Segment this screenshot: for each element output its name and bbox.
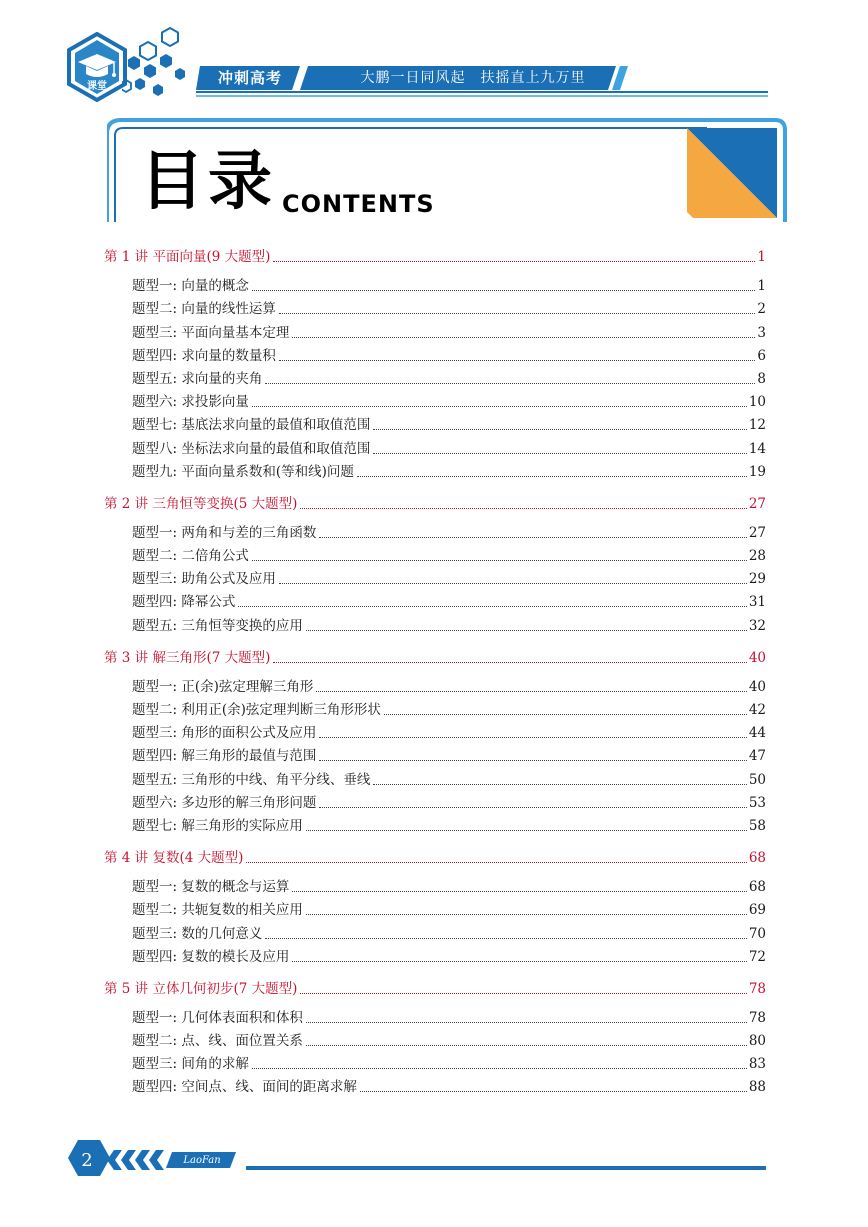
toc-leader-dots [279,583,747,584]
toc-section-title: 题型二: 点、线、面位置关系 [132,1033,303,1050]
toc-section-page: 42 [748,702,766,718]
toc-section-page: 69 [748,902,766,919]
toc-chapter-page: 1 [757,249,766,265]
toc-chapter-page: 40 [748,649,766,666]
toc-section-title: 题型五: 求向量的夹角 [132,370,263,387]
toc-section[interactable] [104,342,766,365]
toc-leader-dots [384,714,747,715]
toc-section[interactable] [104,295,766,318]
toc-section-page: 47 [748,748,766,765]
toc-section-page: 44 [748,725,766,742]
toc-section[interactable] [104,719,766,742]
toc-leader-dots [316,691,746,692]
toc-chapter[interactable] [104,240,766,266]
toc-section[interactable] [104,565,766,588]
toc-chapter-title: 第 2 讲 三角恒等变换(5 大题型) [104,495,298,512]
toc-section-title: 题型四: 降幂公式 [132,594,236,611]
toc-leader-dots [360,1091,747,1092]
toc-section-page: 19 [748,463,766,480]
toc-section-title: 题型三: 角形的面积公式及应用 [132,725,317,742]
toc-section-title: 题型一: 两角和与差的三角函数 [132,524,317,541]
toc-leader-dots [273,662,746,663]
toc-section[interactable] [104,365,766,388]
toc-chapter-page: 27 [748,495,766,512]
toc-section-page: 50 [748,771,766,788]
toc-section-title: 题型二: 利用正(余)弦定理判断三角形形状 [132,702,381,718]
toc-section[interactable] [104,673,766,696]
toc-section[interactable] [104,434,766,457]
toc-section-page: 14 [748,440,766,457]
toc-chapter[interactable] [104,972,766,998]
toc-section-title: 题型二: 向量的线性运算 [132,301,276,318]
page-number: 2 [81,1150,93,1171]
toc-leader-dots [373,784,746,785]
toc-section[interactable] [104,458,766,481]
toc-section-title: 题型一: 正(余)弦定理解三角形 [132,678,314,695]
toc-chapter[interactable] [104,841,766,867]
toc-chapter-page: 78 [748,980,766,997]
toc-leader-dots [306,830,747,831]
toc-chapter[interactable] [104,641,766,667]
toc-section-title: 题型二: 二倍角公式 [132,548,249,565]
toc-leader-dots [279,313,756,314]
toc-section-page: 29 [748,571,766,588]
toc-chapter-page: 68 [748,849,766,866]
toc-section[interactable] [104,588,766,611]
toc-leader-dots [373,429,746,430]
toc-leader-dots [252,290,756,291]
toc-section-title: 题型五: 三角形的中线、角平分线、垂线 [132,771,371,788]
toc-leader-dots [292,961,746,962]
toc-section-page: 1 [757,278,766,295]
toc-section-title: 题型四: 复数的模长及应用 [132,948,290,965]
toc-section-page: 2 [757,301,766,318]
toc-leader-dots [273,261,755,262]
toc-leader-dots [306,1022,747,1023]
toc-leader-dots [238,606,746,607]
toc-section-title: 题型一: 向量的概念 [132,278,249,295]
toc-section-page: 88 [748,1079,766,1096]
toc-section-title: 题型二: 共轭复数的相关应用 [132,902,303,919]
toc-leader-dots [265,938,746,939]
footer-brand: LaoFan [183,1155,221,1166]
toc-section[interactable] [104,1004,766,1027]
toc-section-page: 78 [748,1009,766,1026]
toc-section-page: 40 [748,678,766,695]
toc-leader-dots [300,508,746,509]
toc-leader-dots [246,862,746,863]
toc-leader-dots [319,537,746,538]
toc-leader-dots [373,453,746,454]
toc-section-title: 题型三: 间角的求解 [132,1056,249,1073]
toc-leader-dots [265,383,755,384]
toc-leader-dots [300,993,746,994]
toc-section-page: 27 [748,524,766,541]
toc-section[interactable] [104,1073,766,1096]
toc-section-page: 80 [748,1033,766,1050]
toc-section-title: 题型三: 数的几何意义 [132,925,263,942]
toc-section-page: 10 [748,394,766,411]
toc-leader-dots [319,737,746,738]
toc-section[interactable] [104,1027,766,1050]
toc-section-page: 6 [757,347,766,364]
toc-section[interactable] [104,388,766,411]
toc-section[interactable] [104,519,766,542]
logo-text: 课堂 [87,81,107,92]
toc-section[interactable] [104,742,766,765]
toc-section-page: 32 [748,617,766,634]
toc-chapter[interactable] [104,487,766,513]
toc-section-page: 12 [748,417,766,434]
toc-section-title: 题型三: 平面向量基本定理 [132,324,290,341]
banner-slogan-left: 冲刺高考 [217,69,282,87]
toc-section[interactable] [104,943,766,966]
toc-section-page: 68 [748,879,766,896]
toc-section-page: 70 [748,925,766,942]
banner-slogan-right: 大鹏一日同风起 扶摇直上九万里 [360,70,586,86]
toc-leader-dots [306,630,747,631]
hexagon-pattern-icon [122,24,192,100]
toc-section-page: 31 [748,594,766,611]
toc-leader-dots [306,914,747,915]
toc-section-title: 题型四: 空间点、线、面间的距离求解 [132,1079,357,1096]
toc-leader-dots [252,1068,747,1069]
toc-section[interactable] [104,272,766,295]
toc-section-title: 题型四: 解三角形的最值与范围 [132,748,317,765]
toc-section-page: 28 [748,548,766,565]
toc-leader-dots [279,360,756,361]
toc-section[interactable] [104,765,766,788]
toc-section-page: 8 [757,370,766,387]
toc-section[interactable] [104,789,766,812]
toc-section[interactable] [104,611,766,634]
toc-section-title: 题型八: 坐标法求向量的最值和取值范围 [132,440,371,457]
table-of-contents [104,240,766,1096]
toc-chapter-title: 第 5 讲 立体几何初步(7 大题型) [104,980,298,997]
toc-leader-dots [292,891,746,892]
toc-section[interactable] [104,696,766,719]
toc-section-title: 题型一: 复数的概念与运算 [132,879,290,896]
toc-section-title: 题型九: 平面向量系数和(等和线)问题 [132,463,354,480]
toc-leader-dots [252,560,747,561]
toc-leader-dots [292,337,755,338]
toc-section-page: 58 [748,817,766,834]
toc-chapter-title: 第 3 讲 解三角形(7 大题型) [104,649,271,666]
page-title: 目录 [140,145,276,219]
toc-section[interactable] [104,873,766,896]
toc-section-page: 53 [748,794,766,811]
page-title-english: CONTENTS [282,190,435,218]
toc-section-page: 3 [757,324,766,341]
toc-section-title: 题型五: 三角恒等变换的应用 [132,617,303,634]
toc-leader-dots [319,760,746,761]
toc-section[interactable] [104,318,766,341]
toc-section-title: 题型七: 基底法求向量的最值和取值范围 [132,417,371,434]
toc-section-page: 72 [748,948,766,965]
toc-chapter-title: 第 4 讲 复数(4 大题型) [104,849,244,866]
toc-section[interactable] [104,919,766,942]
toc-chapter-title: 第 1 讲 平面向量(9 大题型) [104,249,271,265]
toc-leader-dots [319,807,746,808]
toc-section-title: 题型四: 求向量的数量积 [132,347,276,364]
footer-bar [60,1136,780,1186]
toc-section-title: 题型一: 几何体表面积和体积 [132,1009,303,1026]
toc-leader-dots [306,1045,747,1046]
toc-section-title: 题型六: 多边形的解三角形问题 [132,794,317,811]
toc-section[interactable] [104,542,766,565]
toc-section[interactable] [104,812,766,835]
toc-section-title: 题型六: 求投影向量 [132,394,249,411]
toc-section-title: 题型七: 解三角形的实际应用 [132,817,303,834]
toc-section[interactable] [104,411,766,434]
toc-section[interactable] [104,1050,766,1073]
toc-section-page: 83 [748,1056,766,1073]
toc-leader-dots [252,406,747,407]
toc-section[interactable] [104,896,766,919]
toc-section-title: 题型三: 助角公式及应用 [132,571,276,588]
toc-leader-dots [357,476,747,477]
